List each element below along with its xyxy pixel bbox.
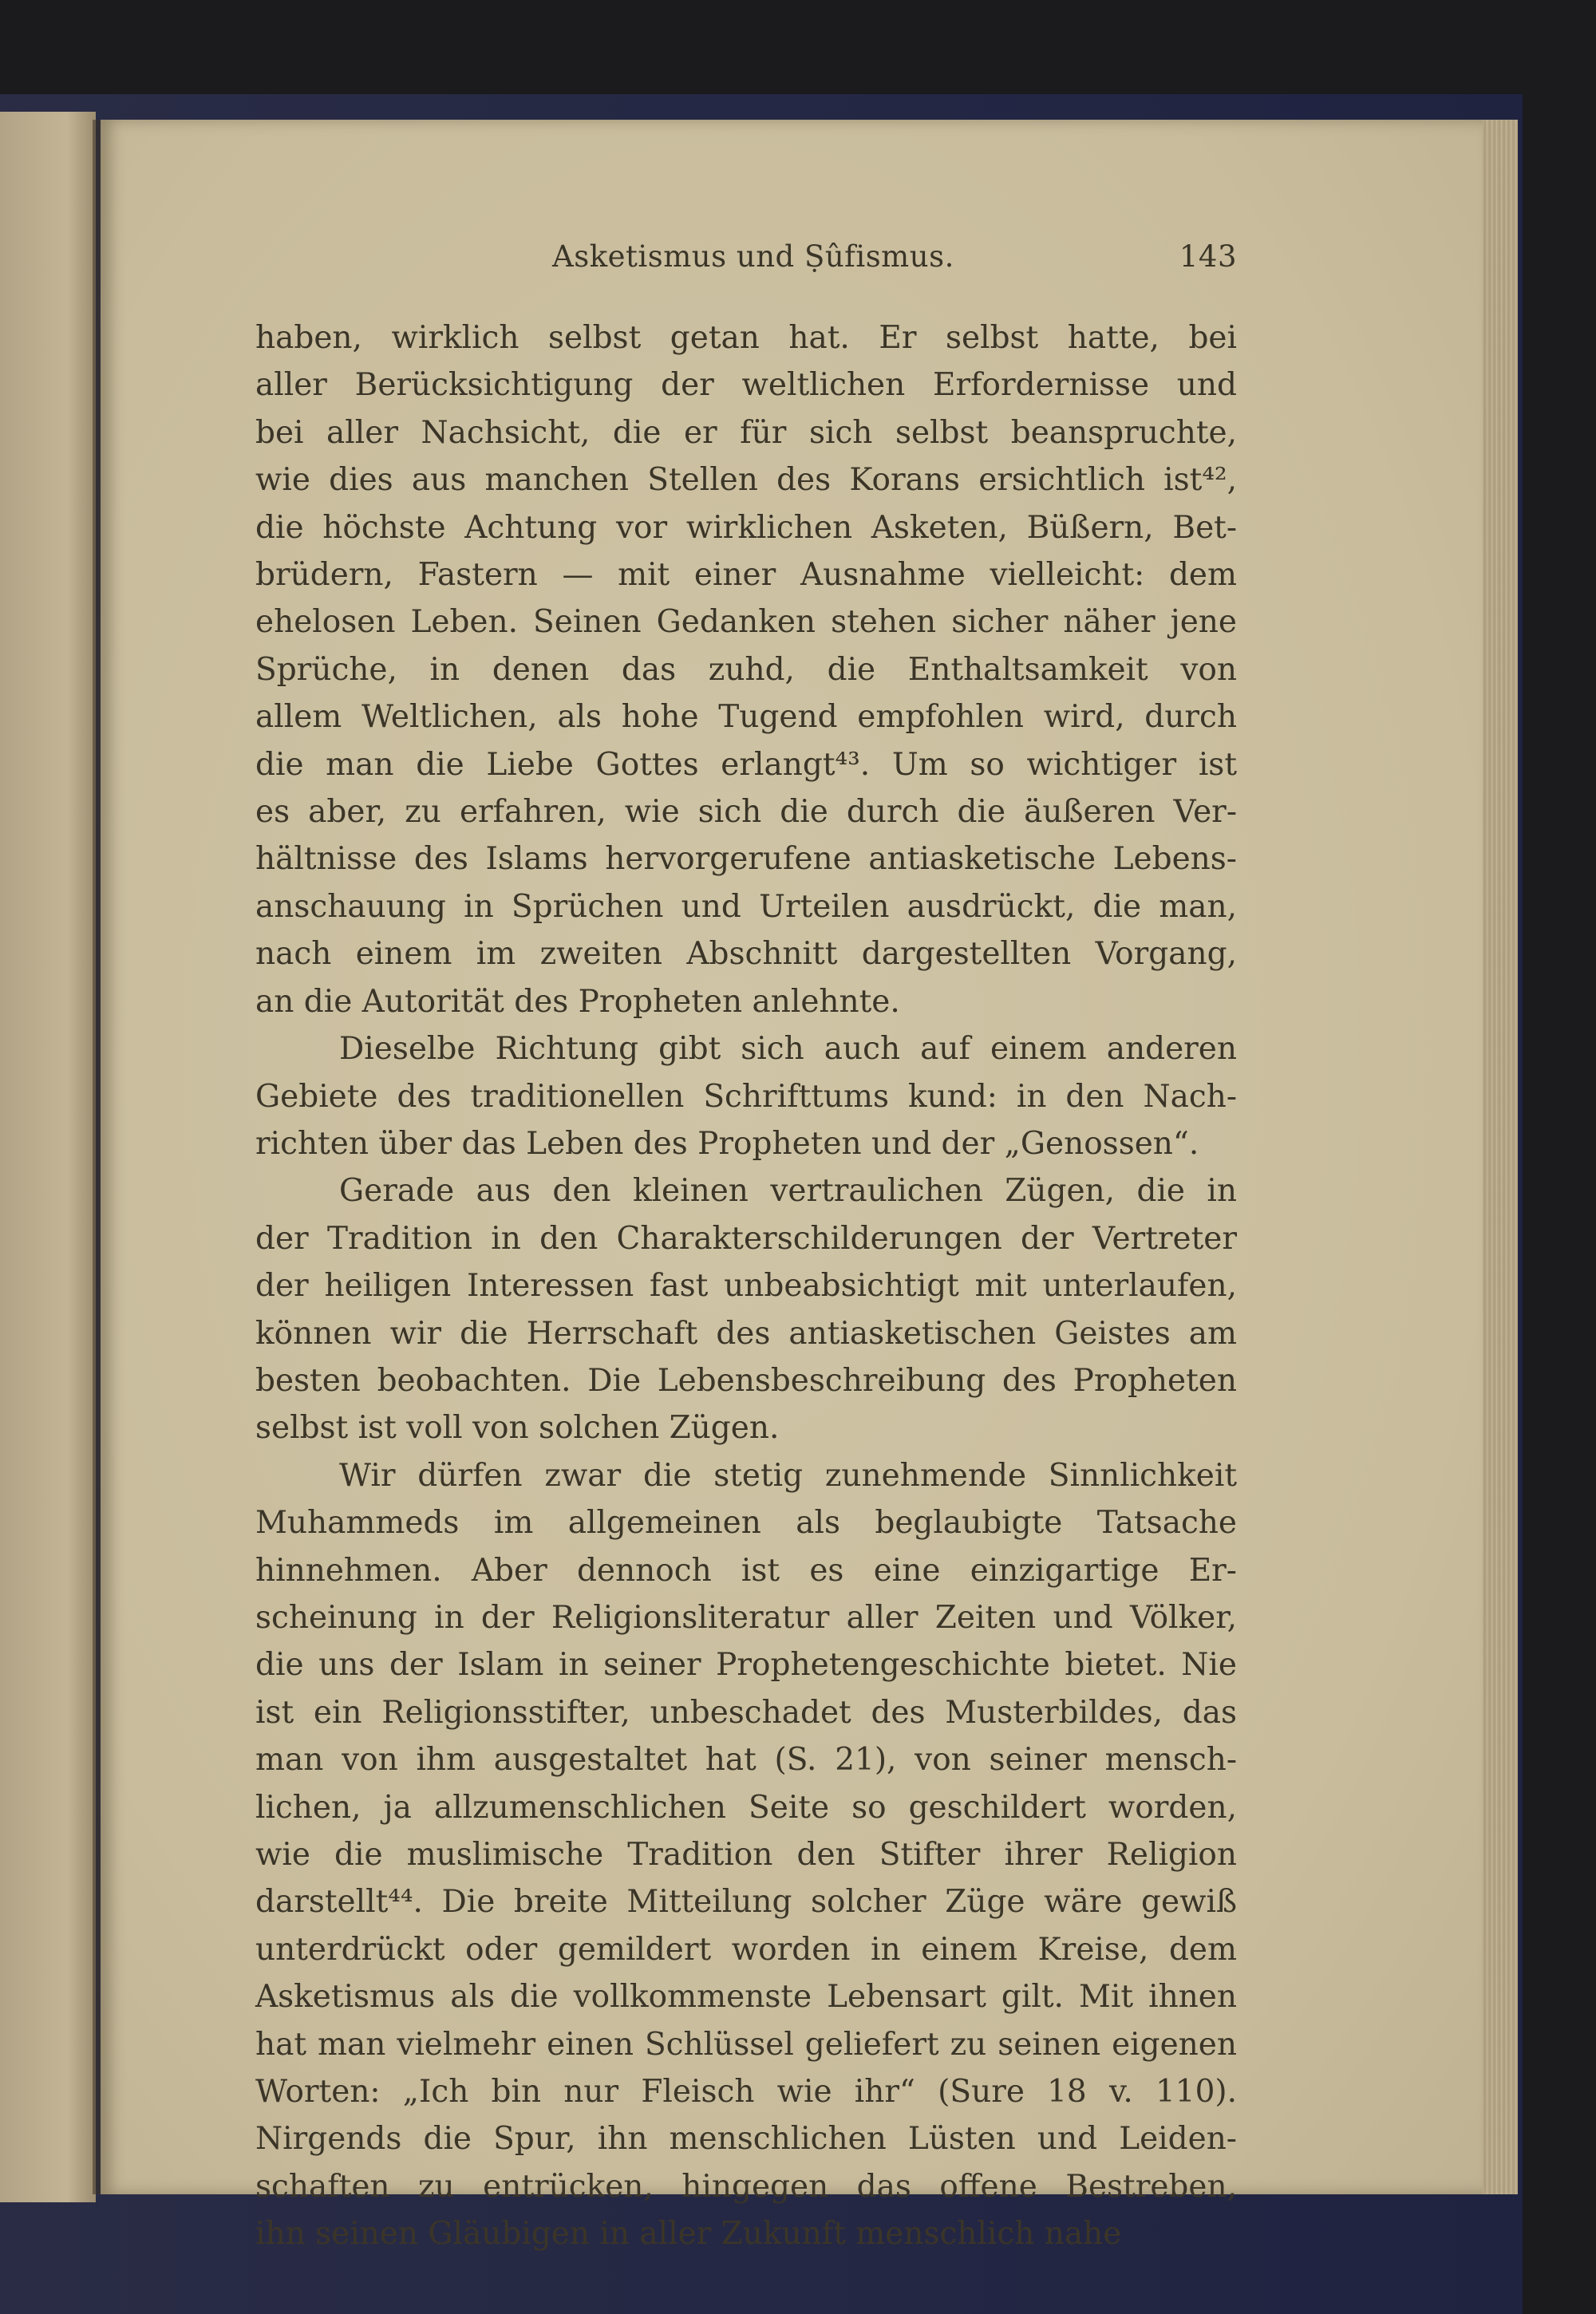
text-line: ehelosen Leben. Seinen Gedanken stehen sicher näher jene xyxy=(255,604,1237,641)
text-line: aller Berücksichtigung der weltlichen Erfordernisse und xyxy=(255,367,1237,404)
text-line: die uns der Islam in seiner Prophetengeschichte bietet. Nie xyxy=(255,1647,1237,1684)
text-line: anschauung in Sprüchen und Urteilen ausdrückt, die man, xyxy=(255,888,1237,925)
body-text xyxy=(255,314,1237,2258)
text-line: ist ein Religionsstifter, unbeschadet des Musterbildes, das xyxy=(255,1694,1237,1731)
text-line: lichen, ja allzumenschlichen Seite so geschildert worden, xyxy=(255,1789,1237,1826)
text-line: hinnehmen. Aber dennoch ist es eine einzigartige Er- xyxy=(255,1552,1237,1589)
text-line: selbst ist voll von solchen Zügen. xyxy=(255,1410,780,1447)
text-line: Nirgends die Spur, ihn menschlichen Lüsten und Leiden- xyxy=(255,2121,1237,2158)
text-line: bei aller Nachsicht, die er für sich selbst beanspruchte, xyxy=(255,414,1237,451)
text-line: der heiligen Interessen fast unbeabsichtigt mit unterlaufen, xyxy=(255,1268,1237,1305)
text-line: darstellt⁴⁴. Die breite Mitteilung solcher Züge wäre gewiß xyxy=(255,1884,1237,1921)
text-line: hat man vielmehr einen Schlüssel geliefert zu seinen eigenen xyxy=(255,2026,1237,2063)
paragraph xyxy=(255,1452,1237,2258)
text-line: man von ihm ausgestaltet hat (S. 21), von seiner mensch- xyxy=(255,1742,1237,1779)
text-line: scheinung in der Religionsliteratur aller Zeiten und Völker, xyxy=(255,1599,1237,1636)
text-line: die man die Liebe Gottes erlangt⁴³. Um so wichtiger ist xyxy=(255,746,1237,783)
text-line: unterdrückt oder gemildert worden in einem Kreise, dem xyxy=(255,1931,1237,1968)
text-line: richten über das Leben des Propheten und der „Genossen“. xyxy=(255,1125,1199,1162)
text-line: nach einem im zweiten Abschnitt dargestellten Vorgang, xyxy=(255,936,1237,973)
paragraph xyxy=(255,1025,1237,1167)
gutter-shadow xyxy=(93,120,101,2194)
paragraph xyxy=(255,1167,1237,1451)
page-text xyxy=(255,233,1237,2258)
running-head-title: Asketismus und Ṣûfismus. xyxy=(552,239,954,274)
page-number: 143 xyxy=(1179,239,1237,274)
text-line: können wir die Herrschaft des antiasketischen Geistes am xyxy=(255,1315,1237,1352)
text-line: Asketismus als die vollkommenste Lebensart gilt. Mit ihnen xyxy=(255,1979,1237,2016)
text-line: hältnisse des Islams hervorgerufene antiasketische Lebens- xyxy=(255,841,1237,878)
text-line: besten beobachten. Die Lebensbeschreibung des Propheten xyxy=(255,1362,1237,1399)
text-line: die höchste Achtung vor wirklichen Asketen, Büßern, Bet- xyxy=(255,509,1237,546)
text-line: Gerade aus den kleinen vertraulichen Zügen, die in xyxy=(339,1173,1237,1210)
text-line: Sprüche, in denen das zuhd, die Enthaltsamkeit von xyxy=(255,651,1237,688)
text-line: wie die muslimische Tradition den Stifter ihrer Religion xyxy=(255,1837,1237,1873)
text-line: der Tradition in den Charakterschilderungen der Vertreter xyxy=(255,1220,1237,1257)
left-page-edge xyxy=(0,112,96,2202)
text-line: Dieselbe Richtung gibt sich auch auf einem anderen xyxy=(339,1031,1237,1068)
text-line: Muhammeds im allgemeinen als beglaubigte Tatsache xyxy=(255,1505,1237,1542)
text-line: es aber, zu erfahren, wie sich die durch die äußeren Ver- xyxy=(255,794,1237,831)
text-line: Gebiete des traditionellen Schrifttums kund: in den Nach- xyxy=(255,1078,1237,1115)
text-line: an die Autorität des Propheten anlehnte. xyxy=(255,983,900,1020)
paragraph xyxy=(255,314,1237,1025)
running-head xyxy=(255,233,1237,281)
text-line: brüdern, Fastern — mit einer Ausnahme vielleicht: dem xyxy=(255,557,1237,594)
text-line: Worten: „Ich bin nur Fleisch wie ihr“ (Sure 18 v. 110). xyxy=(255,2074,1237,2111)
text-line: allem Weltlichen, als hohe Tugend empfohlen wird, durch xyxy=(255,699,1237,736)
text-line: wie dies aus manchen Stellen des Korans ersichtlich ist⁴², xyxy=(255,462,1237,499)
page-stack-edge xyxy=(1483,120,1518,2194)
text-line: haben, wirklich selbst getan hat. Er selbst hatte, bei xyxy=(255,320,1237,356)
text-line: schaften zu entrücken, hingegen das offene Bestreben, xyxy=(255,2168,1237,2205)
text-line: Wir dürfen zwar die stetig zunehmende Sinnlichkeit xyxy=(339,1457,1237,1494)
text-line: ihn seinen Gläubigen in aller Zukunft menschlich nahe xyxy=(255,2216,1122,2253)
